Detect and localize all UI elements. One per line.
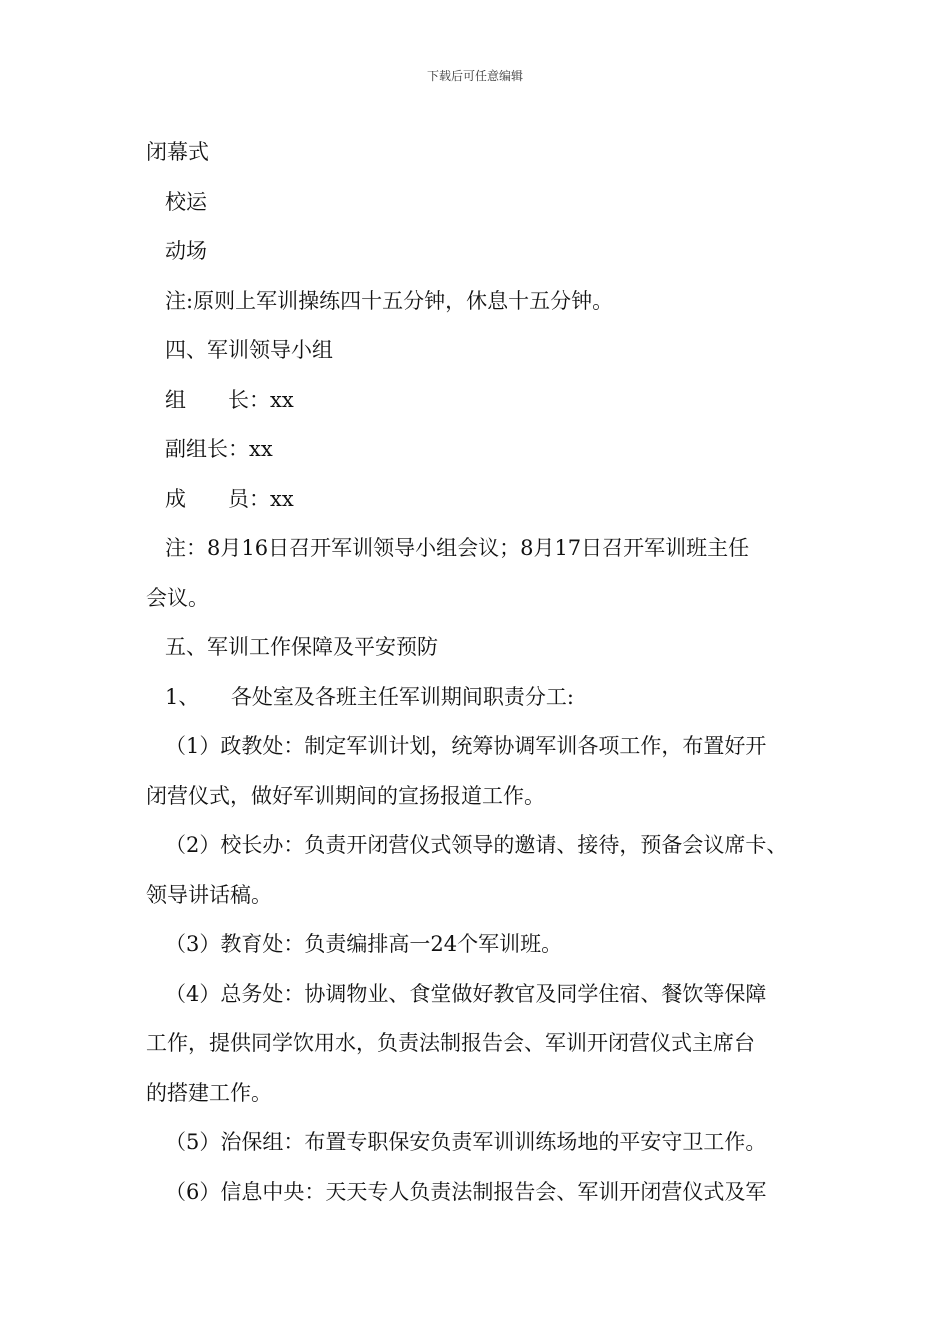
deputy-leader-line: 副组长：xx bbox=[165, 437, 273, 461]
text-line: 校运 bbox=[165, 189, 207, 214]
duty-item: （3）教育处：负责编排高一24个军训班。 bbox=[165, 932, 563, 956]
duty-item: （6）信息中央：天天专人负责法制报告会、军训开闭营仪式及军 bbox=[165, 1179, 767, 1204]
note-line: 注：8月16日召开军训领导小组会议；8月17日召开军训班主任 bbox=[165, 536, 750, 560]
text-line: 工作，提供同学饮用水，负责法制报告会、军训开闭营仪式主席台 bbox=[146, 1031, 755, 1055]
leader-line: 组 长：xx bbox=[165, 387, 294, 412]
text-line: 的搭建工作。 bbox=[146, 1080, 272, 1105]
section-heading: 四、军训领导小组 bbox=[165, 338, 333, 362]
note-line: 注:原则上军训操练四十五分钟，休息十五分钟。 bbox=[165, 288, 614, 313]
duty-item: （4）总务处：协调物业、食堂做好教官及同学住宿、餐饮等保障 bbox=[165, 981, 767, 1006]
list-heading: 1、 各处室及各班主任军训期间职责分工: bbox=[165, 684, 574, 709]
text-line: 会议。 bbox=[146, 585, 209, 610]
document-body bbox=[146, 134, 826, 1223]
member-line: 成 员：xx bbox=[165, 486, 294, 511]
section-heading: 五、军训工作保障及平安预防 bbox=[165, 635, 438, 659]
text-line: 闭幕式 bbox=[146, 140, 209, 164]
duty-item: （5）治保组：布置专职保安负责军训训练场地的平安守卫工作。 bbox=[165, 1130, 767, 1154]
duty-item: （2）校长办：负责开闭营仪式领导的邀请、接待，预备会议席卡、 bbox=[165, 833, 788, 857]
text-line: 动场 bbox=[165, 239, 207, 263]
text-line: 领导讲话稿。 bbox=[146, 882, 272, 907]
text-line: 闭营仪式，做好军训期间的宣扬报道工作。 bbox=[146, 783, 545, 808]
duty-item: （1）政教处：制定军训计划，统筹协调军训各项工作，布置好开 bbox=[165, 734, 767, 758]
page-header: 下载后可任意编辑 bbox=[426, 69, 523, 83]
